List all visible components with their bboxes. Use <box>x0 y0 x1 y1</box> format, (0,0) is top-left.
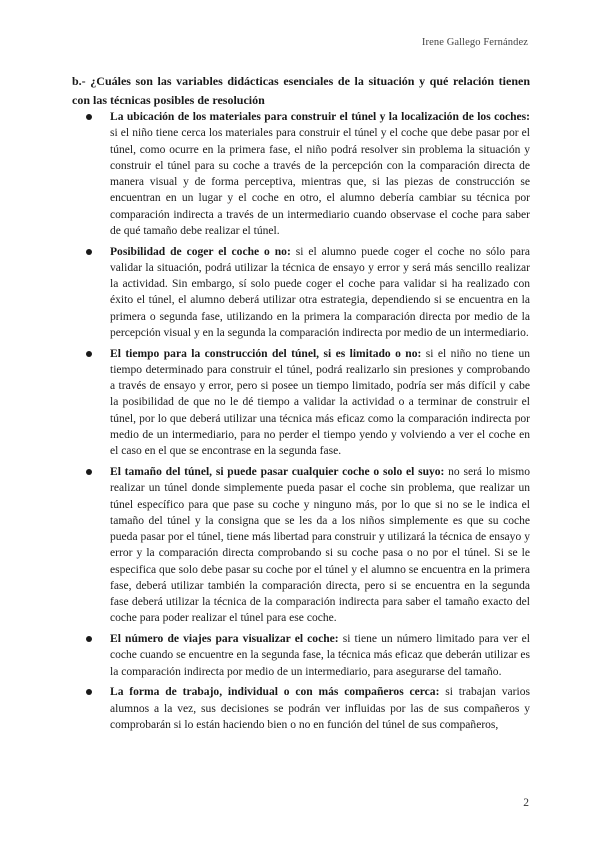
list-item <box>86 244 530 342</box>
list-item-text: si el alumno puede coger el coche no sólo para validar la situación, podrá utilizar la técnica de ensayo y error y será más sencillo realizar la actividad. Sin embargo, sí solo puede coger el coche para validar si ha realizado con éxito el túnel, el alumno deberá utilizar otra estrategia, dependiendo si se encuentra en la primera o segunda fase, utilizando en la primera la comparación directa por medio de la percepción visual y en la segunda la comparación indirecta por medio de un intermediario. <box>110 245 530 339</box>
page-number: 2 <box>523 797 529 809</box>
list-item <box>86 109 530 239</box>
bullet-list <box>86 109 530 738</box>
list-item <box>86 346 530 460</box>
bullet-icon <box>86 689 92 695</box>
list-item-text: si tiene un número limitado para ver el coche cuando se encuentre en la segunda fase, la técnica más eficaz que deberán utilizar es la comparación indirecta por medio de un intermediario, para asegurarse del tamaño. <box>110 633 530 678</box>
list-item-title: La ubicación de los materiales para construir el túnel y la localización de los coches: <box>110 111 530 123</box>
list-item-text: si trabajan varios alumnos a la vez, sus decisiones se podrán ver influidas por las de sus compañeros y comprobarán si lo están haciendo bien o no en función del túnel de sus compañeros, <box>110 686 530 731</box>
bullet-icon <box>86 351 92 357</box>
list-item-title: Posibilidad de coger el coche o no: <box>110 245 291 258</box>
list-item <box>86 684 530 733</box>
list-item-text: si el niño no tiene un tiempo determinado para construir el túnel, podrá realizarlo sin presiones y comprobando a través de ensayo y error, pero si posee un tiempo limitado, podría ser más difícil y cabe la posibilidad de que no le dé tiempo a validar la actividad o a terminar de construir el túnel, por lo que deberá utilizar una técnica más eficaz como la comparación indirecta por medio de un intermediario, para no perder el tiempo yendo y volviendo a ver el coche en el caso en el que se encontrase en la segunda fase. <box>110 347 530 458</box>
running-header-author: Irene Gallego Fernández <box>421 37 528 48</box>
bullet-icon <box>86 114 92 120</box>
bullet-icon <box>86 636 92 642</box>
bullet-icon <box>86 469 92 475</box>
list-item-text: no será lo mismo realizar un túnel donde simplemente pueda pasar el coche sin problema, que realizar un túnel específico para que pase su coche y ninguno más, por lo que si no se le indica el tamaño del túnel y la consigna que se les da a los niños simplemente es que su coche pueda pasar por el túnel, tiene más libertad para construir y utilizará la técnica de ensayo y error y la comparación directa comprobando si su coche pasa o no por el túnel. Si se le especifica que solo debe pasar su coche por el túnel y el alumno se encuentra en la primera fase, deberá utilizar también la comparación directa, pero si se encuentra en la segunda fase deberá utilizar la técnica de la comparación indirecta para saber el tamaño exacto del coche para poder realizar el túnel para ese coche. <box>110 466 530 625</box>
list-item-title: El tamaño del túnel, si puede pasar cualquier coche o solo el suyo: <box>110 466 445 479</box>
list-item-text: si el niño tiene cerca los materiales para construir el túnel y el coche que debe pasar por el túnel, como ocurre en la primera fase, el niño podrá resolver sin problema la situación y construir el túnel para su coche a través de la percepción con la comparación directa de manera visual y de forma perceptiva, mientras que, si las piezas de construcción se encuentran en un lugar y el coche en otro, el alumno debería cambiar su técnica por comparación indirecta a través de un intermediario cuando observase el coche para saber de qué tamaño debe realizar el túnel. <box>110 127 530 237</box>
list-item-title: El número de viajes para visualizar el coche: <box>110 633 339 646</box>
list-item <box>86 631 530 680</box>
bullet-icon <box>86 249 92 255</box>
section-heading: b.- ¿Cuáles son las variables didácticas esenciales de la situación y qué relación tienen con las técnicas posibles de resolución <box>72 74 530 107</box>
list-item-title: El tiempo para la construcción del túnel, si es limitado o no: <box>110 347 422 360</box>
list-item-title: La forma de trabajo, individual o con más compañeros cerca: <box>110 686 440 699</box>
list-item <box>86 464 530 627</box>
